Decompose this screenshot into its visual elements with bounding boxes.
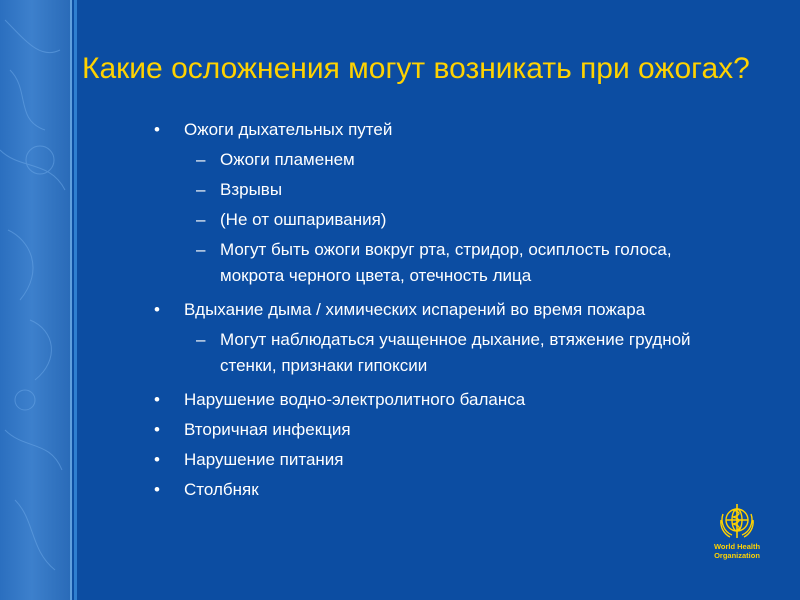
bullet-list	[150, 117, 710, 503]
dash-marker: –	[196, 330, 206, 349]
dash-marker: –	[196, 150, 206, 169]
decorative-side-band	[0, 0, 70, 600]
sub-list-item-text: Взрывы	[220, 180, 283, 199]
bullet-marker: •	[154, 300, 160, 319]
list-item-text: Вдыхание дыма / химических испарений во время пожара	[184, 300, 646, 319]
list-item-text: Нарушение питания	[184, 450, 344, 469]
decorative-pattern-icon	[0, 0, 70, 600]
list-item	[150, 297, 710, 323]
list-item-text: Ожоги дыхательных путей	[184, 120, 393, 139]
sub-list-item	[150, 327, 710, 379]
sub-list-item	[150, 237, 710, 289]
sub-list-item-text: (Не от ошпаривания)	[220, 210, 387, 229]
sub-list-item-text: Могут наблюдаться учащенное дыхание, втяжение грудной стенки, признаки гипоксии	[220, 330, 691, 375]
list-item-text: Нарушение водно-электролитного баланса	[184, 390, 526, 409]
bullet-marker: •	[154, 450, 160, 469]
logo-text-line-1: World Health	[713, 542, 761, 551]
sub-list-item-text: Ожоги пламенем	[220, 150, 355, 169]
divider-line	[74, 0, 77, 600]
list-item	[150, 477, 710, 503]
dash-marker: –	[196, 180, 206, 199]
who-logo	[706, 500, 768, 570]
bullet-marker: •	[154, 390, 160, 409]
dash-marker: –	[196, 210, 206, 229]
list-item	[150, 447, 710, 473]
sub-list-item-text: Могут быть ожоги вокруг рта, стридор, осиплость голоса, мокрота черного цвета, отечность лица	[220, 240, 672, 285]
sub-list-item	[150, 177, 710, 203]
bullet-marker: •	[154, 120, 160, 139]
sub-list-item	[150, 147, 710, 173]
divider-line	[70, 0, 72, 600]
list-item	[150, 117, 710, 143]
bullet-marker: •	[154, 420, 160, 439]
list-item	[150, 417, 710, 443]
dash-marker: –	[196, 240, 206, 259]
who-emblem-icon	[715, 500, 759, 542]
list-item-text: Столбняк	[184, 480, 259, 499]
list-item-text: Вторичная инфекция	[184, 420, 351, 439]
bullet-marker: •	[154, 480, 160, 499]
sub-list-item	[150, 207, 710, 233]
list-item	[150, 387, 710, 413]
slide-title: Какие осложнения могут возникать при ожогах?	[82, 52, 750, 85]
logo-text-line-2: Organization	[714, 551, 760, 560]
